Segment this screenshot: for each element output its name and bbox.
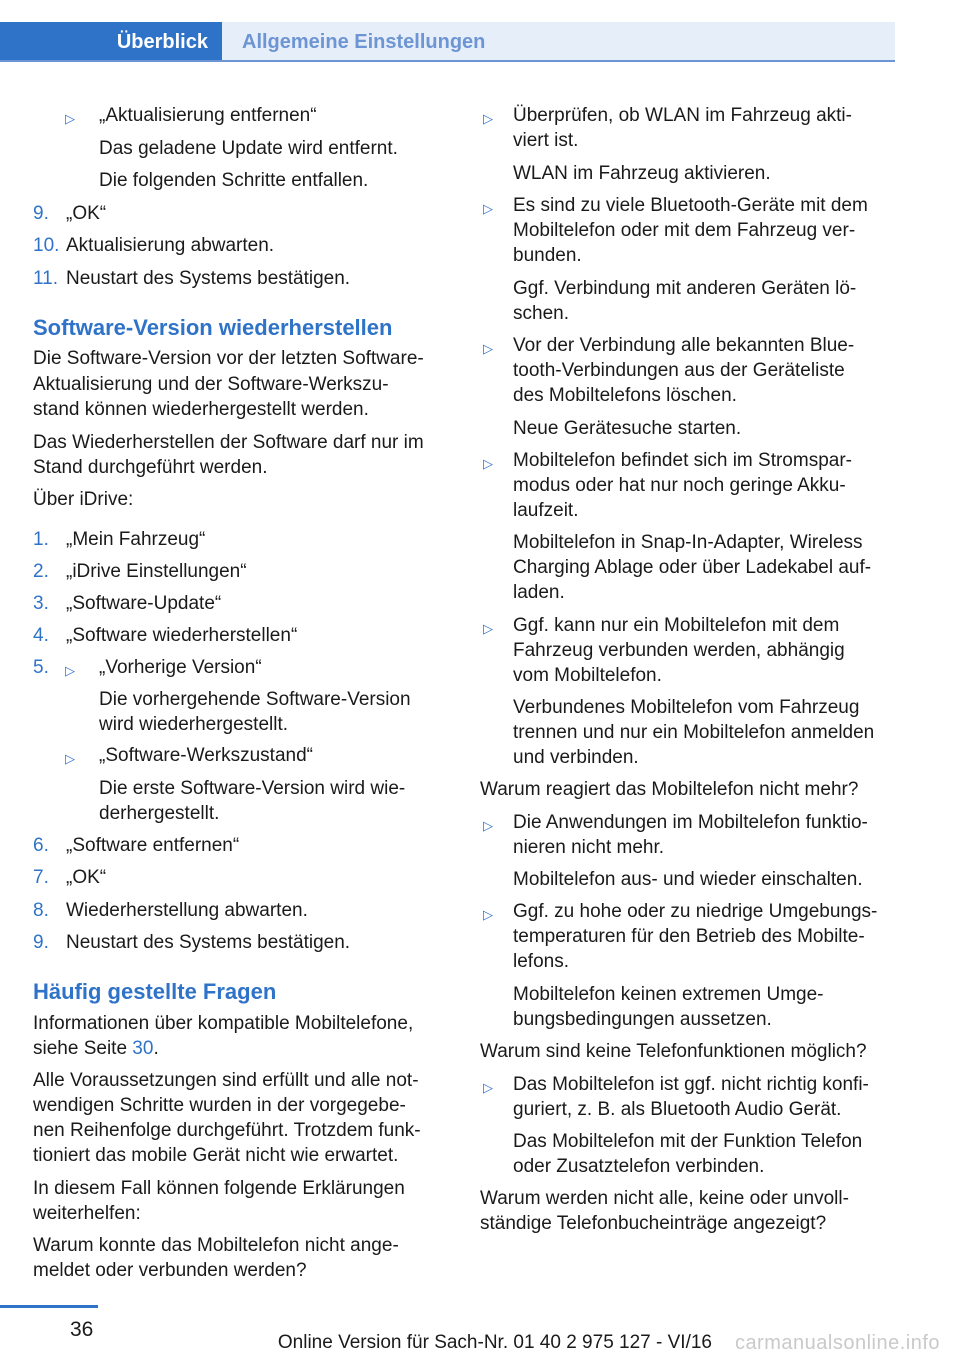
paragraph-line: Über iDrive: <box>33 489 134 510</box>
header-divider <box>0 60 895 62</box>
step-text: Wiederherstellung abwarten. <box>66 900 308 921</box>
bullet-text: Neue Gerätesuche starten. <box>513 418 742 439</box>
bullet-text: Das Mobiltelefon mit der Funktion Telefon <box>513 1131 863 1152</box>
step-number: 10. <box>33 235 60 256</box>
bullet-text: schen. <box>513 303 569 324</box>
step-text: Neustart des Systems bestätigen. <box>66 268 351 289</box>
bullet-text: lefons. <box>513 951 569 972</box>
paragraph-line: In diesem Fall können folgende Erklärungen <box>33 1178 405 1199</box>
page-number: 36 <box>70 1318 94 1341</box>
paragraph-line: nen Reihenfolge durchgeführt. Trotzdem funk- <box>33 1120 421 1141</box>
paragraph-line: Das Wiederherstellen der Software darf nur im <box>33 432 424 453</box>
step-text: „Software-Update“ <box>66 593 222 614</box>
bullet-text: nieren nicht mehr. <box>513 837 665 858</box>
triangle-right-icon: ▷ <box>483 341 493 356</box>
paragraph-text: siehe Seite <box>33 1038 133 1059</box>
section-heading: Häufig gestellte Fragen <box>33 979 277 1004</box>
bullet-text: vom Mobiltelefon. <box>513 665 662 686</box>
bullet-text: temperaturen für den Betrieb des Mobilte- <box>513 926 865 947</box>
triangle-right-icon: ▷ <box>483 621 493 636</box>
bullet-text: laden. <box>513 582 565 603</box>
bullet-text: Ggf. zu hohe oder zu niedrige Umgebungs- <box>513 901 878 922</box>
bullet-text: Überprüfen, ob WLAN im Fahrzeug akti- <box>513 105 852 126</box>
bullet-text: Mobiltelefon oder mit dem Fahrzeug ver- <box>513 220 856 241</box>
bullet-title: „Vorherige Version“ <box>99 657 262 678</box>
step-number: 5. <box>33 657 49 678</box>
triangle-right-icon: ▷ <box>483 1080 493 1095</box>
step-text: „Software wiederherstellen“ <box>66 625 298 646</box>
paragraph-line: weiterhelfen: <box>33 1203 141 1224</box>
bullet-text: tooth-Verbindungen aus der Geräteliste <box>513 360 845 381</box>
step-number: 7. <box>33 867 49 888</box>
paragraph-line: Aktualisierung und der Software-Werkszu- <box>33 374 389 395</box>
paragraph-line: tioniert das mobile Gerät nicht wie erwartet. <box>33 1145 399 1166</box>
triangle-right-icon: ▷ <box>65 751 75 766</box>
bullet-text: bungsbedingungen aussetzen. <box>513 1009 772 1030</box>
paragraph-line: Stand durchgeführt werden. <box>33 457 268 478</box>
triangle-right-icon: ▷ <box>483 907 493 922</box>
triangle-right-icon: ▷ <box>483 201 493 216</box>
paragraph-line <box>33 1036 448 1061</box>
question-line: Warum werden nicht alle, keine oder unvoll- <box>480 1188 849 1209</box>
bullet-text: oder Zusatztelefon verbinden. <box>513 1156 765 1177</box>
step-text: Neustart des Systems bestätigen. <box>66 932 351 953</box>
tab-ueberblick[interactable]: Überblick <box>0 22 222 62</box>
bullet-text: Ggf. kann nur ein Mobiltelefon mit dem <box>513 615 840 636</box>
step-number: 2. <box>33 561 49 582</box>
bullet-title: „Software-Werkszustand“ <box>99 745 313 766</box>
question-line: ständige Telefonbucheinträge angezeigt? <box>480 1213 827 1234</box>
bullet-text: Die vorhergehende Software-Version <box>99 689 411 710</box>
bullet-text: wird wiederhergestellt. <box>99 714 289 735</box>
page-header <box>0 22 895 62</box>
bullet-title: „Aktualisierung entfernen“ <box>99 105 317 126</box>
step-text: Aktualisierung abwarten. <box>66 235 275 256</box>
bullet-text: Fahrzeug verbunden werden, abhängig <box>513 640 845 661</box>
section-heading: Software-Version wiederherstellen <box>33 315 393 340</box>
triangle-right-icon: ▷ <box>483 456 493 471</box>
step-text: „Mein Fahrzeug“ <box>66 529 206 550</box>
bullet-text: Charging Ablage oder über Ladekabel auf- <box>513 557 872 578</box>
paragraph-line: meldet oder verbunden werden? <box>33 1260 307 1281</box>
bullet-text: bunden. <box>513 245 582 266</box>
bullet-text: Ggf. Verbindung mit anderen Geräten lö- <box>513 278 857 299</box>
bullet-text: Vor der Verbindung alle bekannten Blue- <box>513 335 855 356</box>
bullet-text: Das Mobiltelefon ist ggf. nicht richtig konfi- <box>513 1074 869 1095</box>
bullet-text: Die Anwendungen im Mobiltelefon funktio- <box>513 812 868 833</box>
paragraph-line: Alle Voraussetzungen sind erfüllt und alle not- <box>33 1070 419 1091</box>
step-number: 11. <box>33 268 59 289</box>
step-text: „Software entfernen“ <box>66 835 240 856</box>
step-number: 9. <box>33 203 49 224</box>
paragraph-line: wendigen Schritte wurden in der vorgegebe- <box>33 1095 406 1116</box>
step-text: „OK“ <box>66 867 107 888</box>
tab-allgemeine-einstellungen[interactable]: Allgemeine Einstellungen <box>222 22 895 60</box>
paragraph-line: stand können wiederhergestellt werden. <box>33 399 369 420</box>
bullet-text: Die folgenden Schritte entfallen. <box>99 170 369 191</box>
triangle-right-icon: ▷ <box>483 111 493 126</box>
question-line: Warum reagiert das Mobiltelefon nicht mehr? <box>480 779 859 800</box>
step-number: 3. <box>33 593 49 614</box>
step-number: 9. <box>33 932 49 953</box>
paragraph-line: Informationen über kompatible Mobiltelefone, <box>33 1013 414 1034</box>
footer-divider <box>0 1305 98 1308</box>
bullet-text: Verbundenes Mobiltelefon vom Fahrzeug <box>513 697 860 718</box>
bullet-text: Die erste Software-Version wird wie- <box>99 778 406 799</box>
paragraph-line: Die Software-Version vor der letzten Software- <box>33 348 424 369</box>
bullet-text: Mobiltelefon keinen extremen Umge- <box>513 984 824 1005</box>
bullet-text: Es sind zu viele Bluetooth-Geräte mit dem <box>513 195 868 216</box>
bullet-text: WLAN im Fahrzeug aktivieren. <box>513 163 771 184</box>
triangle-right-icon: ▷ <box>65 111 75 126</box>
bullet-text: trennen und nur ein Mobiltelefon anmelden <box>513 722 875 743</box>
bullet-text: Das geladene Update wird entfernt. <box>99 138 398 159</box>
page-link[interactable]: 30 <box>132 1038 154 1059</box>
bullet-text: modus oder hat nur noch geringe Akku- <box>513 475 846 496</box>
bullet-text: Mobiltelefon in Snap-In-Adapter, Wireless <box>513 532 863 553</box>
step-number: 8. <box>33 900 49 921</box>
step-text: „OK“ <box>66 203 107 224</box>
bullet-text: Mobiltelefon befindet sich im Stromspar- <box>513 450 852 471</box>
bullet-text: guriert, z. B. als Bluetooth Audio Gerät. <box>513 1099 842 1120</box>
step-number: 4. <box>33 625 49 646</box>
bullet-text: laufzeit. <box>513 500 579 521</box>
step-text: „iDrive Einstellungen“ <box>66 561 247 582</box>
bullet-text: und verbinden. <box>513 747 639 768</box>
step-number: 6. <box>33 835 49 856</box>
triangle-right-icon: ▷ <box>65 663 75 678</box>
bullet-text: derhergestellt. <box>99 803 220 824</box>
bullet-text: Mobiltelefon aus- und wieder einschalten. <box>513 869 863 890</box>
paragraph-text: . <box>153 1038 159 1059</box>
question-line: Warum sind keine Telefonfunktionen möglich? <box>480 1041 867 1062</box>
step-number: 1. <box>33 529 49 550</box>
watermark: carmanualsonline.info <box>734 1332 940 1354</box>
paragraph-line: Warum konnte das Mobiltelefon nicht ange- <box>33 1235 399 1256</box>
bullet-text: des Mobiltelefons löschen. <box>513 385 737 406</box>
bullet-text: viert ist. <box>513 130 579 151</box>
triangle-right-icon: ▷ <box>483 818 493 833</box>
online-version-note: Online Version für Sach-Nr. 01 40 2 975 127 - VI/16 <box>277 1332 712 1353</box>
